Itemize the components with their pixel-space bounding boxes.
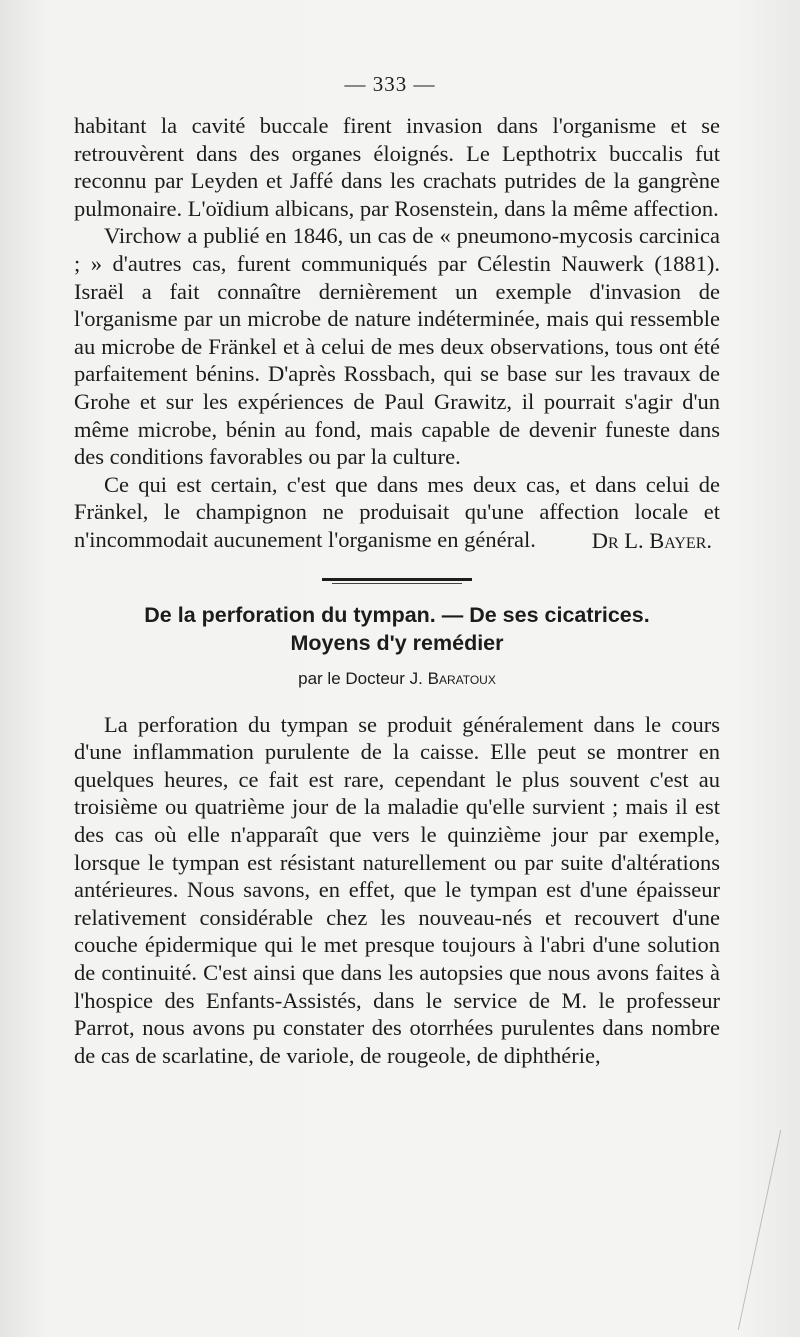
byline-author: Baratoux <box>427 669 496 689</box>
article-byline <box>74 665 720 693</box>
author-signature: Dr L. Bayer. <box>591 527 712 553</box>
article-subtitle: Moyens d'y remédier <box>290 631 504 656</box>
article-paragraph: La perforation du tympan se produit généralement dans le cours d'une inflammation purulente de la caisse. Elle peut se montrer en quelques heures, ce fait est rare, cependant le plus souvent c'est au troisième ou quatrième jour de la maladie qu'elle survient ; mais il est des cas où elle n'apparaît que vers le quinzième jour par exemple, lorsque le tympan est résistant naturellement ou par suite d'altérations antérieures. Nous savons, en effet, que le tympan est d'une épaisseur relativement considérable chez les nouveau-nés et recouvert d'une couche épidermique qui le met presque toujours à l'abri d'une solution de continuité. C'est ainsi que dans les autopsies que nous avons faites à l'hospice des Enfants-Assistés, dans le service de M. le professeur Parrot, nous avons pu constater des otorrhées purulentes dans nombre de cas de scarlatine, de variole, de rougeole, de diphthérie, <box>74 711 720 1068</box>
paragraph-1: habitant la cavité buccale firent invasion dans l'organisme et se retrouvèrent dans des organes éloignés. Le Lepthotrix buccalis fut reconnu par Leyden et Jaffé dans les crachats putrides de la gangrène pulmonaire. L'oïdium albicans, par Rosenstein, dans la même affection. <box>74 113 720 221</box>
paragraph-3: Ce qui est certain, c'est que dans mes deux cas, et dans celui de Fränkel, le champignon ne produisait qu'une affection locale et n'incommodait aucunement l'organisme en général. <box>74 471 720 552</box>
text-body <box>74 112 720 1069</box>
page-number: — 333 — <box>344 72 436 96</box>
page-edge-shadow <box>738 1130 800 1330</box>
section-divider <box>322 578 472 581</box>
paragraph-2: Virchow a publié en 1846, un cas de « pneumono-mycosis carcinica ; » d'autres cas, furent communiqués par Célestin Nauwerk (1881). Israël a fait connaître dernièrement un exemple d'invasion de l'organisme par un microbe de nature indéterminée, mais qui ressemble au microbe de Fränkel et à celui de mes deux observations, tous ont été parfaitement bénins. D'après Rossbach, qui se base sur les travaux de Grohe et sur les expériences de Paul Grawitz, il pourrait s'agir d'un même microbe, bénin au fond, mais capable de devenir funeste dans des conditions favorables ou par la culture. <box>74 223 720 470</box>
byline-prefix: par le Docteur J. <box>298 669 423 689</box>
article-title: De la perforation du tympan. — De ses cicatrices. <box>144 603 650 628</box>
